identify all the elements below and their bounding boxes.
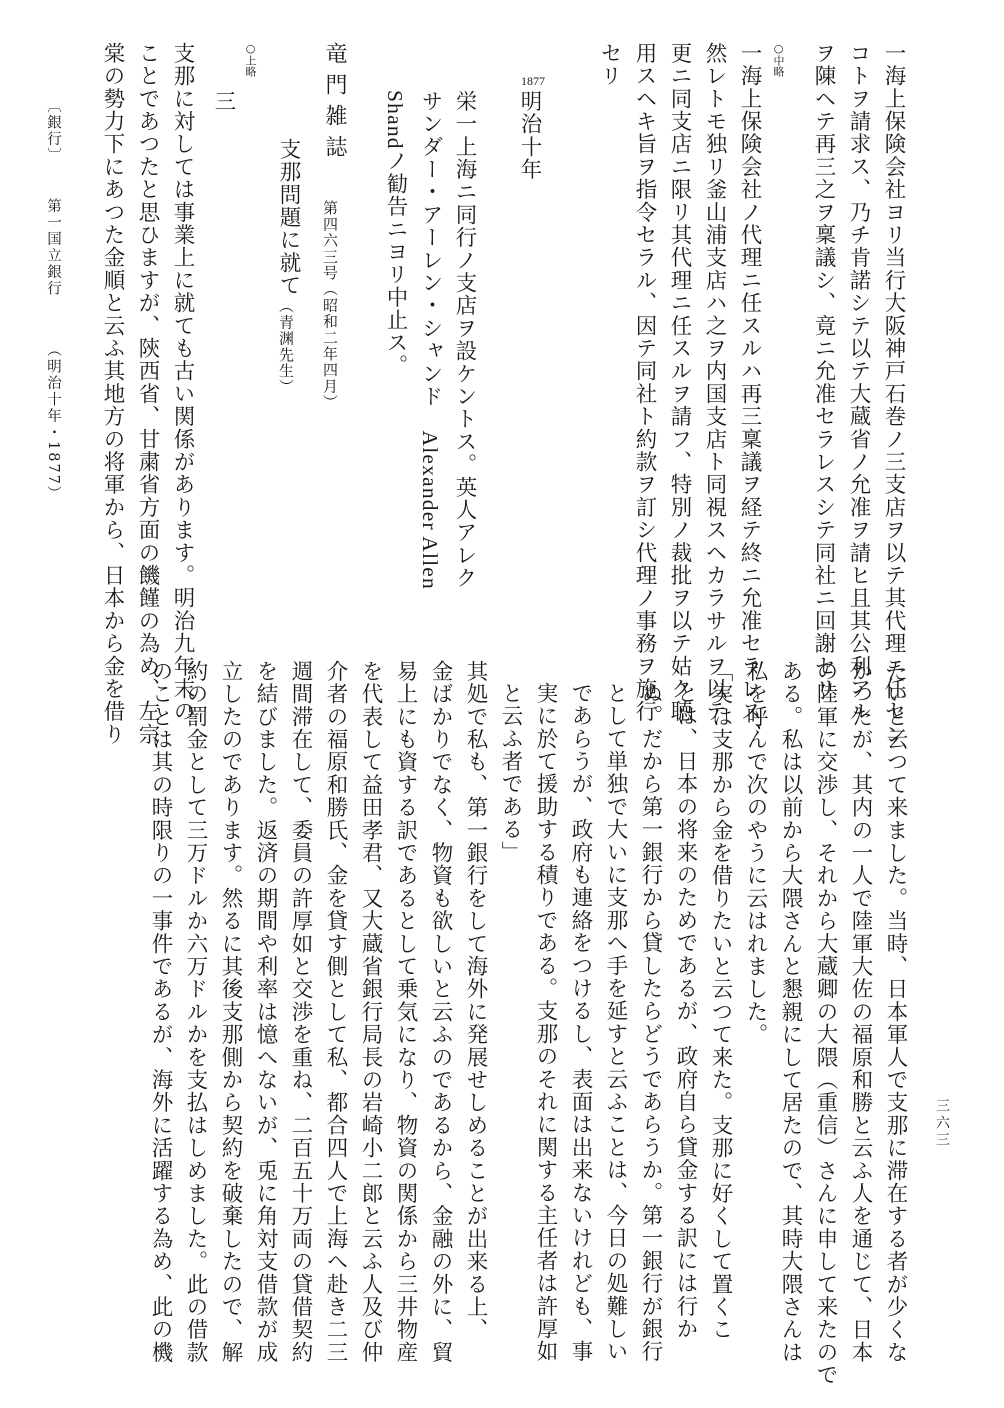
lower-line-7: とは、日本の将来のためであるが、政府自ら貸金する訳には行か — [673, 682, 698, 1341]
lower-line-6: 「実は支那から金を借りたいと云つて来た。支那に好くして置くこ — [708, 660, 733, 1341]
lower-line-14: 金ばかりでなく、物資も欲しいと云ふのであるから、金融の外に、貿 — [428, 660, 453, 1364]
page-number: 三六三 — [934, 1098, 950, 1149]
lower-line-10: であらうが、政府も連絡をつけるし、表面は出来ないけれども、事 — [568, 682, 593, 1363]
entry-2-line-4: 用スヘキ旨ヲ指令セラル、因テ同社ト約款ヲ訂シ代理ノ事務ヲ施行 — [632, 42, 657, 723]
entry-2-line-3: 更ニ同支店ニ限リ其代理ニ任スルヲ請フ、特別ノ裁批ヲ以テ姑ク聴 — [667, 42, 692, 723]
entry-3-line-2 — [413, 90, 447, 590]
lower-line-5: 私を呼んで次のやうに云はれました。 — [743, 660, 768, 1046]
article-author: （青渊先生） — [277, 298, 295, 396]
year-heading: 明治十年 — [517, 90, 542, 181]
body-line-1: 支那に対しては事業上に就ても古い関係があります。明治九年末の — [170, 42, 195, 723]
entry-1-line-1: 一海上保険会社ヨリ当行大阪神戸石巻ノ三支店ヲ以テ其代理ニ任セン — [881, 42, 906, 746]
sidebar-bank: 第一国立銀行 — [45, 198, 61, 297]
lower-line-11: 実に於て援助する積りである。支那のそれに関する主任者は許厚如 — [533, 682, 558, 1363]
lower-line-22: のことは其の時限りの一事件であるが、海外に活躍する為め、此の機 — [148, 660, 173, 1364]
body-line-2: ことであつたと思ひますが、陝西省、甘粛省方面の饑饉の為め、左宗 — [135, 42, 160, 746]
lower-line-9: として単独で大いに支那へ手を延すと云ふことは、今日の処難しい — [603, 682, 628, 1363]
lower-line-1: たいと云つて来ました。当時、日本軍人で支那に滞在する者が少くな — [883, 660, 908, 1364]
source-magazine-issue: 第四六三号（昭和二年四月） — [321, 200, 339, 411]
lower-line-2: かつたが、其内の一人で陸軍大佐の福原和勝と云ふ人を通じて、日本 — [848, 660, 873, 1364]
lower-line-21: 約の罰金として三万ドルか六万ドルかを支払はしめました。此の借款 — [183, 660, 208, 1364]
sidebar-category: 〔銀行〕 — [45, 98, 61, 164]
entry-1-line-2: コトヲ請求ス、乃チ肯諾シテ以テ大蔵省ノ允准ヲ請ヒ且其公利アル — [846, 42, 871, 723]
entry-3-english-surname: Shand — [383, 90, 407, 150]
omission-note-2: ○上略 — [244, 42, 257, 77]
entry-2-line-2: 然レトモ独リ釜山浦支店ハ之ヲ内国支店ト同視スヘカラサルヲ以テ — [702, 42, 727, 723]
lower-line-4: ある。私は以前から大隈さんと懇親にして居たので、其時大隈さんは — [778, 660, 803, 1364]
omission-note-1: ○中略 — [772, 42, 785, 77]
entry-3-english-name: Alexander Allen — [418, 430, 442, 590]
entry-1-line-3: ヲ陳ヘテ再三之ヲ稟議シ、竟ニ允准セラレスシテ同社ニ回謝セリ — [811, 42, 836, 701]
lower-line-19: を結びました。返済の期間や利率は憶へないが、兎に角対支借款が成 — [253, 660, 278, 1364]
lower-line-13: 其処で私も、第一銀行をして海外に発展せしめることが出来る上、 — [463, 660, 488, 1341]
lower-line-18: 週間滞在して、委員の許厚如と交渉を重ね、二百五十万両の貸借契約 — [288, 660, 313, 1364]
article-title: 支那問題に就て — [276, 138, 301, 297]
sidebar-era: （明治十年・1877） — [45, 342, 61, 503]
entry-2-line-5: セリ — [597, 42, 622, 88]
entry-3-line-3 — [378, 90, 412, 377]
lower-line-15: 易上にも資する訳であるとして乗気になり、物資の関係から三井物産 — [393, 660, 418, 1364]
entry-2-line-1: 一海上保険会社ノ代理ニ任スルハ再三稟議ヲ経テ終ニ允准セラレス、 — [737, 42, 762, 746]
entry-3-line-1: 栄一上海ニ同行ノ支店ヲ設ケントス。英人アレク — [452, 90, 477, 590]
lower-line-20: 立したのであります。然るに其後支那側から契約を破棄したので、解 — [218, 660, 243, 1364]
entry-3-line-2-text: サンダー・アーレン・シャンド — [418, 90, 443, 431]
lower-line-16: を代表して益田孝君、又大蔵省銀行局長の岩崎小二郎と云ふ人及び仲 — [358, 660, 383, 1364]
lower-line-17: 介者の福原和勝氏、金を貸す側として私、都合四人で上海へ赴き二三 — [323, 660, 348, 1364]
entry-3-line-3-text: ノ勧告ニヨリ中止ス。 — [383, 149, 408, 377]
body-line-3: 棠の勢力下にあつた金順と云ふ其地方の将軍から、日本から金を借り — [100, 42, 125, 746]
source-magazine-title: 竜門雑誌 — [322, 42, 347, 166]
year-number: 1877 — [521, 74, 545, 88]
section-number: 三 — [211, 90, 236, 113]
lower-line-8: ぬ。だから第一銀行から貸したらどうであらうか。第一銀行が銀行 — [638, 682, 663, 1363]
lower-line-12: と云ふ者である」 — [498, 682, 523, 864]
lower-line-3: の陸軍に交渉し、それから大蔵卿の大隈（重信）さんに申して来たので — [813, 660, 838, 1387]
